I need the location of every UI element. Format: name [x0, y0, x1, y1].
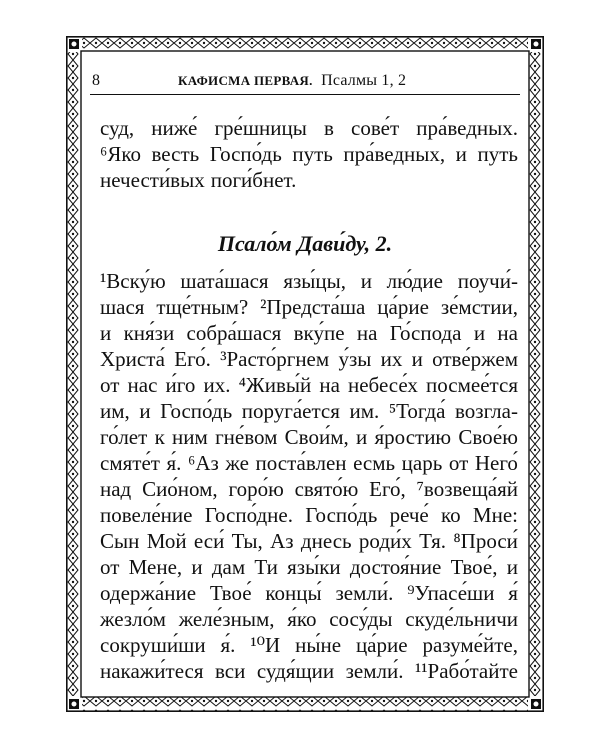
word: Аз	[270, 529, 294, 553]
word: на	[356, 321, 378, 345]
word: ниже́	[151, 116, 198, 140]
word: сосу́ды	[329, 607, 393, 631]
word: Твое́	[209, 581, 252, 605]
word: ³Расто́ргнем	[220, 347, 330, 371]
word: сокруши́ши	[100, 633, 206, 657]
word: на	[319, 373, 340, 397]
word: Твое́,	[450, 555, 498, 579]
word: на	[497, 321, 518, 345]
word: ним	[172, 425, 208, 449]
word: ²Предста́ша	[260, 295, 366, 319]
word: ⁸Проси́	[453, 529, 518, 553]
word: путь	[477, 142, 518, 166]
word: и	[191, 555, 203, 579]
word: Госпо́дь	[209, 142, 282, 166]
word: вку́пе	[293, 321, 345, 345]
word: жезло́м	[100, 607, 166, 631]
word: Свое́ю	[458, 425, 518, 449]
word: земли́.	[335, 581, 394, 605]
word: есмь	[353, 451, 396, 475]
word: язы́цы,	[283, 269, 346, 293]
word: Госпо́дь	[160, 399, 233, 423]
word: Его́,	[369, 477, 406, 501]
word: суд,	[100, 116, 135, 140]
word: гре́шницы	[214, 116, 307, 140]
word: посмее́тся	[426, 373, 518, 397]
word: и	[411, 347, 423, 371]
word: днесь	[300, 529, 352, 553]
word: роди́х	[358, 529, 412, 553]
word: у́зы	[338, 347, 372, 371]
word: ⁶Яко	[100, 142, 141, 166]
word: к	[154, 425, 165, 449]
word: гне́вом	[215, 425, 278, 449]
text-line	[100, 346, 518, 372]
text-line	[100, 502, 518, 528]
word: же	[225, 451, 249, 475]
word: Мне:	[472, 503, 518, 527]
word: Мой	[146, 529, 187, 553]
word: царь	[401, 451, 443, 475]
word: им,	[100, 399, 130, 423]
word: достоя́ние	[349, 555, 442, 579]
word: и	[139, 399, 151, 423]
page-number: 8	[92, 72, 100, 89]
word: путь	[292, 142, 333, 166]
word: судя́щии	[256, 659, 335, 683]
word: поучи́-	[457, 269, 518, 293]
word: от	[100, 555, 120, 579]
word: земли́.	[345, 659, 404, 683]
word: Госпо́дне.	[204, 503, 293, 527]
word: лю́дие	[386, 269, 443, 293]
word: их	[380, 347, 403, 371]
running-title	[178, 70, 406, 92]
text-line	[100, 554, 518, 580]
text-line	[100, 372, 518, 398]
word: и	[506, 555, 518, 579]
word: еси́	[193, 529, 225, 553]
word: и	[455, 142, 467, 166]
text-line	[100, 268, 518, 294]
word: Го́спода	[389, 321, 462, 345]
word: сове́т	[351, 116, 400, 140]
word: пра́ведных,	[343, 142, 446, 166]
text-line	[100, 115, 518, 141]
word: собра́шася	[186, 321, 282, 345]
word: ¹¹Рабо́тайте	[414, 659, 518, 683]
word: я́.	[166, 451, 182, 475]
word: ⁷возвеща́яй	[416, 477, 518, 501]
word: Мене,	[128, 555, 183, 579]
word: в	[324, 116, 334, 140]
word: го́лет	[100, 425, 148, 449]
word: над	[100, 477, 132, 501]
word: концы́	[265, 581, 322, 605]
word: им.	[349, 399, 380, 423]
word: и́го	[165, 373, 196, 397]
word: повеле́ние	[100, 503, 193, 527]
word: одержа́ние	[100, 581, 197, 605]
text-line	[100, 580, 518, 606]
word: зе́мстии,	[440, 295, 518, 319]
word: разуме́йте,	[422, 633, 518, 657]
word: пра́ведных.	[416, 116, 518, 140]
word: Госпо́дь	[305, 503, 378, 527]
word: весть	[151, 142, 200, 166]
word: ⁴Живы́й	[238, 373, 312, 397]
word: рече́	[389, 503, 429, 527]
text-line	[100, 658, 518, 684]
word: Ты,	[231, 529, 263, 553]
word: ⁹Упасе́ши	[407, 581, 495, 605]
word: Сын	[100, 529, 140, 553]
word: шася	[100, 295, 145, 319]
psalm-1-ending	[100, 115, 518, 193]
text-line	[100, 424, 518, 450]
word: ны́не	[295, 633, 342, 657]
word: горо́ю	[228, 477, 284, 501]
word: нечести́вых	[100, 168, 205, 192]
word: ⁵Тогда́	[388, 399, 446, 423]
word: Тя.	[419, 529, 447, 553]
word: я́ростию	[374, 425, 452, 449]
word: ¹Вску́ю	[100, 269, 166, 293]
word: язы́ки	[287, 555, 341, 579]
word: ¹⁰И	[250, 633, 281, 657]
psalm-title: Псало́м Дави́ду, 2.	[217, 231, 393, 256]
text-line	[100, 606, 518, 632]
word: кня́зи	[123, 321, 175, 345]
word: отве́ржем	[432, 347, 518, 371]
text-line	[100, 528, 518, 554]
text-line	[100, 632, 518, 658]
word: возгла-	[455, 399, 518, 423]
kathisma-title: КАФИСМА ПЕРВАЯ.	[178, 73, 313, 88]
word: поруга́ется	[241, 399, 340, 423]
word: и	[100, 321, 112, 345]
word: смяте́т	[100, 451, 160, 475]
word: вси	[215, 659, 246, 683]
word: нас	[127, 373, 158, 397]
word: их.	[203, 373, 231, 397]
text-line	[100, 450, 518, 476]
word: я́ко	[287, 607, 317, 631]
word: Христа́	[100, 347, 165, 371]
word: и	[356, 425, 368, 449]
word: Него́	[474, 451, 518, 475]
word: поста́влен	[255, 451, 347, 475]
header-rule	[90, 94, 520, 95]
word: Свои́м,	[284, 425, 349, 449]
word: и	[473, 321, 486, 345]
word: свято́ю	[294, 477, 359, 501]
word: дам	[211, 555, 246, 579]
word: желе́зным,	[178, 607, 275, 631]
psalm-2-text	[100, 268, 518, 684]
word: накажи́теся	[100, 659, 204, 683]
word: и	[360, 269, 372, 293]
text-line	[100, 294, 518, 320]
text-line	[100, 320, 518, 346]
text-line	[100, 398, 518, 424]
word: небесе́х	[348, 373, 418, 397]
psalm-range: Псалмы 1, 2	[321, 72, 407, 89]
word: ⁶Аз	[188, 451, 219, 475]
word: я́	[508, 581, 518, 605]
word: от	[100, 373, 120, 397]
word: Ти	[254, 555, 278, 579]
word: Сио́ном,	[142, 477, 218, 501]
word: ца́рие	[355, 633, 408, 657]
word: я́.	[220, 633, 236, 657]
text-line	[100, 167, 518, 193]
word: скуде́льничи	[405, 607, 518, 631]
word: поги́бнет.	[210, 168, 297, 192]
word: Его́.	[174, 347, 211, 371]
text-line	[100, 141, 518, 167]
word: ко	[441, 503, 461, 527]
word: шата́шася	[180, 269, 269, 293]
running-header	[92, 70, 520, 92]
text-line	[100, 476, 518, 502]
word: от	[448, 451, 469, 475]
word: ца́рие	[377, 295, 429, 319]
word: тще́тным?	[156, 295, 249, 319]
